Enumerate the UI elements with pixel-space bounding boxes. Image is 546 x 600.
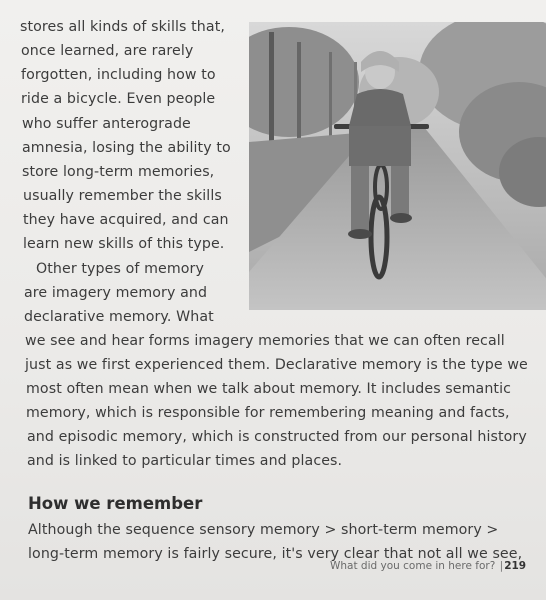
section-text-line: long-term memory is fairly secure, it's very clear that not all we see, xyxy=(28,546,523,562)
body-text-line: declarative memory. What xyxy=(24,309,214,325)
footer-separator: | xyxy=(499,560,504,572)
body-text-line: once learned, are rarely xyxy=(21,43,194,59)
body-text-line: Other types of memory xyxy=(36,261,204,277)
body-text-line: forgotten, including how to xyxy=(21,67,216,83)
body-text-line: and is linked to particular times and places. xyxy=(27,453,343,469)
section-text-line: Although the sequence sensory memory > short-term memory > xyxy=(28,522,499,538)
body-text-line: learn new skills of this type. xyxy=(23,236,225,252)
page-number: 219 xyxy=(504,560,527,572)
body-text-line: and episodic memory, which is constructed from our personal history xyxy=(27,429,527,445)
page-footer xyxy=(330,560,526,572)
body-text-line: stores all kinds of skills that, xyxy=(20,19,225,35)
body-text-line: store long-term memories, xyxy=(22,164,215,180)
body-text-line: memory, which is responsible for remembering meaning and facts, xyxy=(26,405,510,421)
child-riding-bicycle-photo xyxy=(249,22,546,310)
body-text-line: amnesia, losing the ability to xyxy=(22,140,231,156)
body-text-line: just as we first experienced them. Declarative memory is the type we xyxy=(25,357,528,373)
body-text-line: we see and hear forms imagery memories that we can often recall xyxy=(25,333,505,349)
body-text-line: they have acquired, and can xyxy=(23,212,229,228)
body-text-line: usually remember the skills xyxy=(23,188,222,204)
body-text-line: who suffer anterograde xyxy=(22,116,191,132)
section-heading: How we remember xyxy=(28,494,203,513)
body-text-line: most often mean when we talk about memory. It includes semantic xyxy=(26,381,512,397)
body-text-line: ride a bicycle. Even people xyxy=(21,91,216,107)
running-title: What did you come in here for? xyxy=(330,560,496,572)
body-text-line: are imagery memory and xyxy=(24,285,208,301)
